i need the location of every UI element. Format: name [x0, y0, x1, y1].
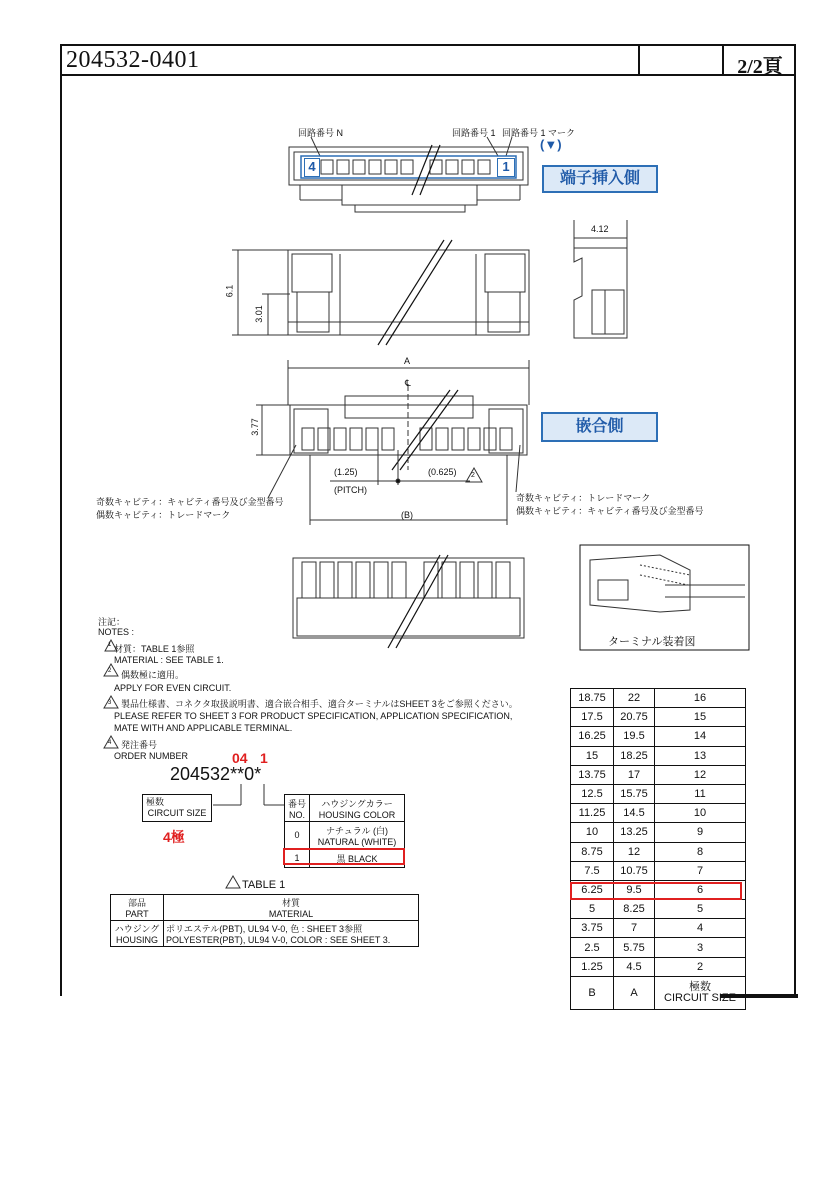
t1-row-mat-en: POLYESTER(PBT), UL94 V-0, COLOR : SEE SHEET 3. — [166, 935, 391, 945]
dim-pitch-label: (PITCH) — [334, 485, 367, 495]
dim-6-1: 6.1 — [224, 284, 235, 298]
size-circuit-cell: 14 — [655, 727, 746, 746]
circuit-n-position: 4 — [304, 158, 320, 177]
size-b-cell: 1.25 — [571, 957, 614, 976]
size-table-row — [571, 727, 746, 746]
size-b-cell: 18.75 — [571, 689, 614, 708]
size-table-row — [571, 861, 746, 880]
size-b-cell: 6.25 — [571, 880, 614, 899]
size-a-cell: 22 — [614, 689, 655, 708]
size-b-cell: 17.5 — [571, 708, 614, 727]
note-4-jp: 発注番号 — [121, 740, 158, 750]
color-row-1-no: 1 — [285, 849, 310, 868]
note-2-number: 2 — [108, 668, 112, 674]
note-4-en: ORDER NUMBER — [114, 751, 189, 761]
size-b-cell: 3.75 — [571, 919, 614, 938]
color-head-jp: ハウジングカラー — [321, 798, 393, 809]
size-table-row — [571, 689, 746, 708]
size-circuit-cell: 5 — [655, 900, 746, 919]
size-a-cell: 13.25 — [614, 823, 655, 842]
size-footer-en: CIRCUIT SIZE — [664, 991, 736, 1004]
notes-title-en: NOTES : — [98, 627, 135, 637]
size-b-cell: 5 — [571, 900, 614, 919]
size-a-cell: 19.5 — [614, 727, 655, 746]
circuit-size-en: CIRCUIT SIZE — [147, 808, 207, 818]
size-table-row — [571, 900, 746, 919]
size-a-cell: 9.5 — [614, 880, 655, 899]
size-circuit-cell: 12 — [655, 765, 746, 784]
size-footer-jp: 極数 — [689, 980, 711, 993]
note-3-number: 3 — [108, 700, 112, 706]
size-b-cell: 10 — [571, 823, 614, 842]
size-circuit-cell: 7 — [655, 861, 746, 880]
note-3-en-2: MATE WITH AND APPLICABLE TERMINAL. — [114, 723, 293, 733]
size-table-row — [571, 708, 746, 727]
size-a-cell: 5.75 — [614, 938, 655, 957]
t1-row-part-jp: ハウジング — [114, 924, 160, 934]
t1-head-part-en: PART — [125, 909, 149, 919]
size-circuit-cell: 3 — [655, 938, 746, 957]
t1-head-mat-en: MATERIAL — [268, 909, 314, 919]
size-b-cell: 7.5 — [571, 861, 614, 880]
terminal-insertion-side-label: 端子挿入側 — [542, 165, 658, 193]
size-table-row — [571, 784, 746, 803]
page-number: 2/2頁 — [737, 56, 783, 78]
label-circuit-1-mark: 回路番号 1 マーク — [502, 128, 576, 138]
size-a-cell: 15.75 — [614, 784, 655, 803]
size-b-cell: 2.5 — [571, 938, 614, 957]
size-table-row — [571, 938, 746, 957]
size-a-cell: 18.25 — [614, 746, 655, 765]
cavity-note-left-1: 奇数キャビティ：キャビティ番号及び金型番号 — [96, 497, 284, 507]
circuit-1-position: 1 — [497, 158, 515, 177]
size-table-row — [571, 823, 746, 842]
size-footer-a: A — [614, 976, 655, 1009]
color-row-0-no: 0 — [285, 822, 310, 849]
size-table-row — [571, 957, 746, 976]
label-circuit-n: 回路番号 N — [298, 128, 344, 138]
mark-symbol: (▼) — [540, 137, 562, 152]
size-a-cell: 12 — [614, 842, 655, 861]
color-row-0-en: NATURAL (WHITE) — [317, 836, 397, 847]
note-3-en-1: PLEASE REFER TO SHEET 3 FOR PRODUCT SPECIFICATION, APPLICATION SPECIFICATION, — [114, 711, 513, 721]
dim-offset: (0.625) — [428, 467, 457, 477]
t1-row-mat-jp: ポリエステル(PBT), UL94 V-0, 色 : SHEET 3参照 — [166, 924, 363, 934]
size-circuit-cell: 11 — [655, 784, 746, 803]
size-a-cell: 4.5 — [614, 957, 655, 976]
size-circuit-cell: 16 — [655, 689, 746, 708]
note-1-en: MATERIAL : SEE TABLE 1. — [114, 655, 224, 665]
size-b-cell: 12.5 — [571, 784, 614, 803]
t1-row-part-en: HOUSING — [115, 935, 158, 945]
size-table-row — [571, 804, 746, 823]
size-a-cell: 20.75 — [614, 708, 655, 727]
dim-3-01: 3.01 — [253, 305, 264, 323]
circuit-size-jp: 極数 — [146, 797, 165, 807]
size-a-cell: 8.25 — [614, 900, 655, 919]
dim-4-12: 4.12 — [591, 224, 609, 234]
size-circuit-cell: 8 — [655, 842, 746, 861]
circuit-size-table — [570, 688, 746, 1010]
size-circuit-cell: 10 — [655, 804, 746, 823]
note-2-marker: 2 — [471, 472, 475, 479]
note-1-number: 1 — [108, 642, 112, 648]
cavity-note-left-2: 偶数キャビティ：トレードマーク — [96, 510, 231, 520]
drawing-number: 204532-0401 — [66, 47, 200, 73]
dim-pitch-value: (1.25) — [334, 467, 358, 477]
material-table — [110, 894, 419, 947]
size-a-cell: 7 — [614, 919, 655, 938]
color-head-en: HOUSING COLOR — [318, 809, 396, 820]
size-circuit-cell: 4 — [655, 919, 746, 938]
center-line-symbol: ℄ — [405, 378, 411, 388]
size-b-cell: 8.75 — [571, 842, 614, 861]
note-1-jp: 材質：TABLE 1参照 — [114, 644, 195, 654]
notes-title-jp: 注記： — [98, 617, 126, 627]
size-b-cell: 11.25 — [571, 804, 614, 823]
color-head-no-en: NO. — [288, 809, 305, 820]
terminal-mounting-label: ターミナル装着図 — [608, 636, 696, 648]
cavity-note-right-1: 奇数キャビティ：トレードマーク — [516, 493, 651, 503]
cavity-note-right-2: 偶数キャビティ：キャビティ番号及び金型番号 — [516, 506, 704, 516]
t1-head-mat-jp: 材質 — [281, 898, 300, 908]
black-option-highlight — [283, 848, 405, 865]
dim-3-77: 3.77 — [249, 418, 260, 436]
size-circuit-cell: 13 — [655, 746, 746, 765]
size-a-cell: 17 — [614, 765, 655, 784]
color-row-1-jp: 黒 BLACK — [310, 849, 405, 868]
label-circuit-1: 回路番号 1 — [452, 128, 496, 138]
circuit-size-box — [142, 794, 212, 822]
size-circuit-cell: 2 — [655, 957, 746, 976]
size-circuit-cell: 15 — [655, 708, 746, 727]
size-b-cell: 16.25 — [571, 727, 614, 746]
size-b-cell: 15 — [571, 746, 614, 765]
size-footer-b: B — [571, 976, 614, 1009]
size-b-cell: 13.75 — [571, 765, 614, 784]
dim-b: (B) — [401, 510, 413, 520]
order-red-4-poles: 4極 — [163, 829, 185, 845]
order-red-04: 04 — [232, 750, 248, 766]
size-table-row — [571, 842, 746, 861]
table1-title: TABLE 1 — [242, 879, 286, 891]
note-2-jp: 偶数極に適用。 — [121, 670, 185, 680]
selected-size-highlight — [570, 882, 742, 900]
note-4-number: 4 — [108, 740, 112, 746]
size-table-row — [571, 746, 746, 765]
note-2-en: APPLY FOR EVEN CIRCUIT. — [114, 683, 232, 693]
size-table-row — [571, 919, 746, 938]
dim-a: A — [404, 356, 411, 366]
order-number: 204532**0* — [170, 764, 262, 784]
size-table-row — [571, 765, 746, 784]
color-row-0-jp: ナチュラル (白) — [326, 825, 388, 836]
t1-head-part-jp: 部品 — [127, 898, 146, 908]
size-circuit-cell: 6 — [655, 880, 746, 899]
mating-side-label: 嵌合側 — [541, 412, 658, 442]
size-a-cell: 14.5 — [614, 804, 655, 823]
order-red-1: 1 — [260, 750, 268, 766]
size-a-cell: 10.75 — [614, 861, 655, 880]
color-head-no-jp: 番号 — [287, 798, 306, 809]
note-3-jp: 製品仕様書、コネクタ取扱説明書、適合嵌合相手、適合ターミナルはSHEET 3をご参照ください。 — [121, 699, 518, 709]
size-circuit-cell: 9 — [655, 823, 746, 842]
